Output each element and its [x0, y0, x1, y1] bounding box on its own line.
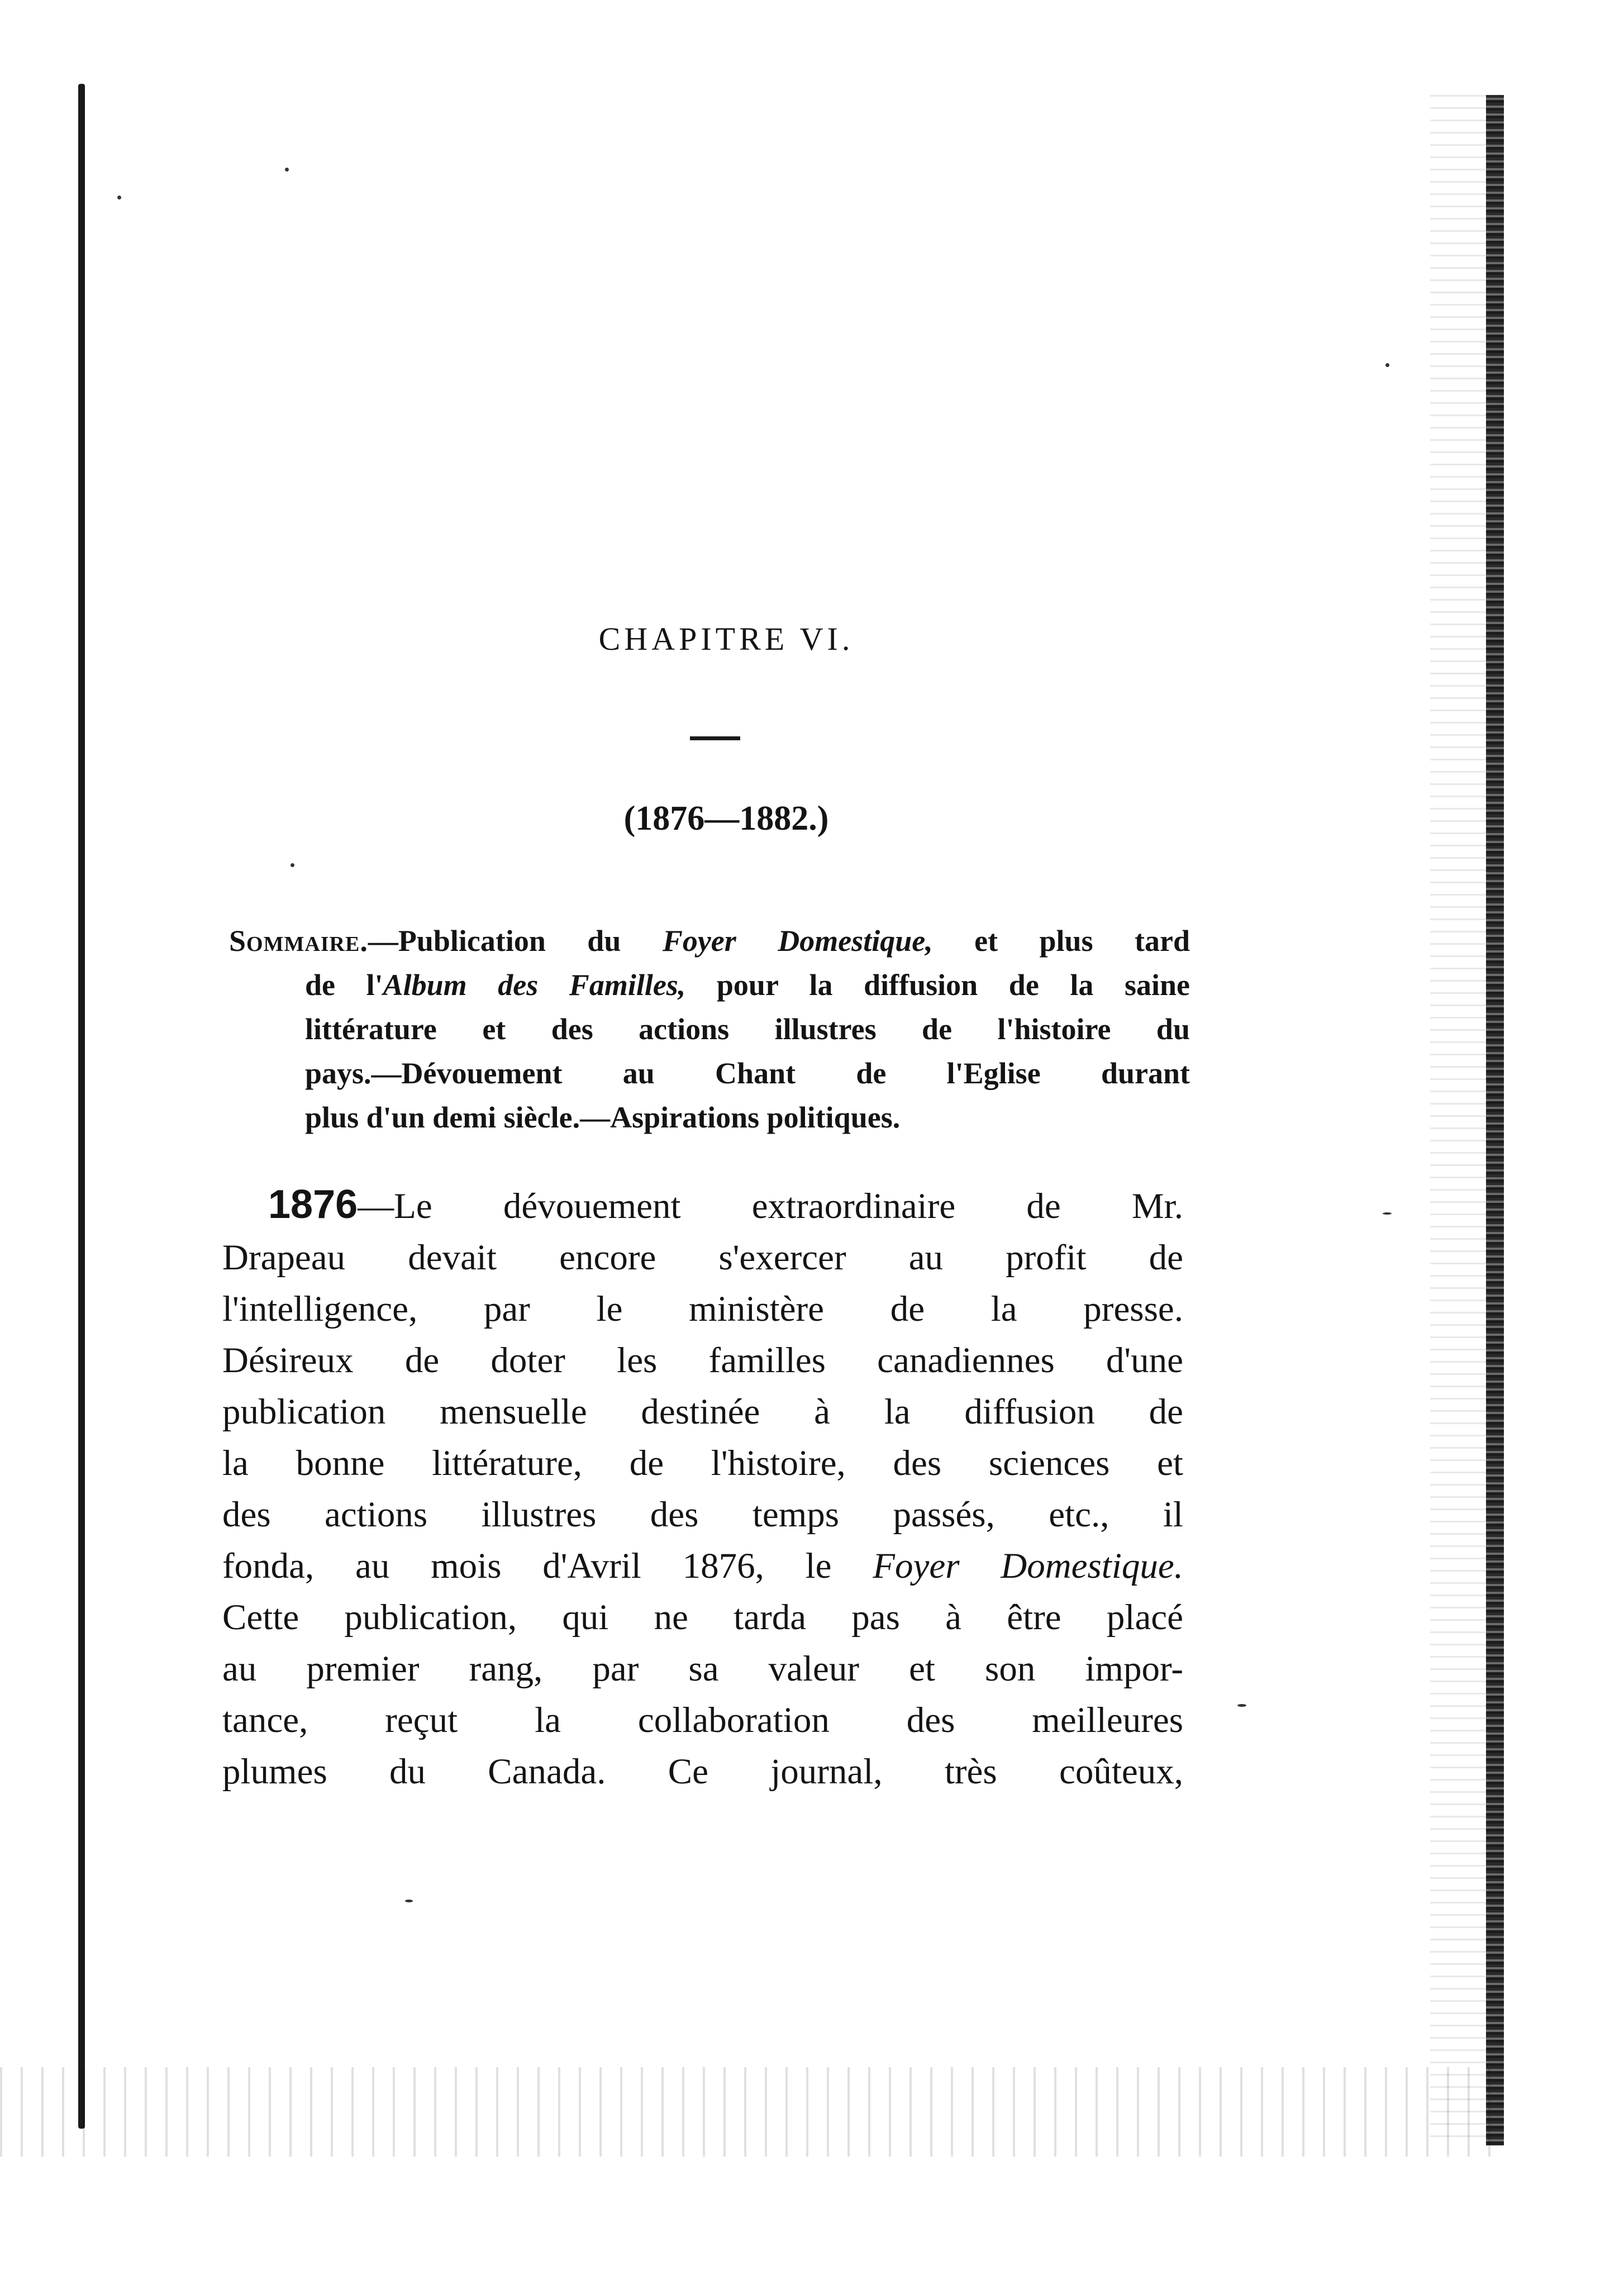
right-page-edge-shadow: [1430, 95, 1486, 2145]
scan-speck: [1237, 1704, 1246, 1707]
binding-edge-line: [78, 84, 85, 2129]
body-line: Drapeau devait encore s'exercer au profit de: [222, 1238, 1183, 1278]
summary-line-4: pays.—Dévouement au Chant de l'Eglise durant: [305, 1057, 1190, 1090]
body-line: des actions illustres des temps passés, etc., il: [222, 1495, 1183, 1535]
summary-line-5: plus d'un demi siècle.—Aspirations politiques.: [305, 1101, 901, 1134]
body-line: fonda, au mois d'Avril 1876, le Foyer Domestique.: [222, 1546, 1183, 1586]
body-paragraph: [222, 1179, 1183, 1797]
heading-divider: [690, 736, 740, 740]
body-line: Désireux de doter les familles canadiennes d'une: [222, 1340, 1183, 1381]
body-line: l'intelligence, par le ministère de la presse.: [222, 1289, 1183, 1329]
scan-speck: [117, 196, 121, 199]
summary-line-2: de l'Album des Familles, pour la diffusion de la saine: [305, 968, 1190, 1002]
scan-speck: [285, 168, 289, 172]
chapter-date-range: (1876—1882.): [623, 800, 829, 837]
chapter-heading: CHAPITRE VI.: [598, 621, 854, 657]
body-line: tance, reçut la collaboration des meilleures: [222, 1700, 1183, 1740]
scan-speck: [1383, 1212, 1392, 1215]
summary-line-3: littérature et des actions illustres de l'histoire du: [305, 1012, 1190, 1046]
right-page-edge: [1486, 95, 1504, 2145]
scan-speck: [290, 863, 294, 867]
paragraph-year: 1876: [268, 1182, 358, 1227]
body-line: Cette publication, qui ne tarda pas à être placé: [222, 1597, 1183, 1638]
body-line: plumes du Canada. Ce journal, très coûteux,: [222, 1752, 1183, 1792]
body-line: la bonne littérature, de l'histoire, des sciences et: [222, 1443, 1183, 1483]
body-line: publication mensuelle destinée à la diffusion de: [222, 1392, 1183, 1432]
body-line: au premier rang, par sa valeur et son impor-: [222, 1649, 1183, 1689]
chapter-summary: [229, 919, 1190, 1140]
scan-speck: [1385, 363, 1389, 367]
scan-speck: [405, 1900, 413, 1902]
summary-line-1: Sommaire.—Publication du Foyer Domestique, et plus tard: [229, 924, 1190, 958]
body-line-1: 1876—Le dévouement extraordinaire de Mr.: [268, 1182, 1183, 1227]
bottom-scan-noise: [0, 2067, 1504, 2157]
summary-label: Sommaire.: [229, 924, 368, 958]
